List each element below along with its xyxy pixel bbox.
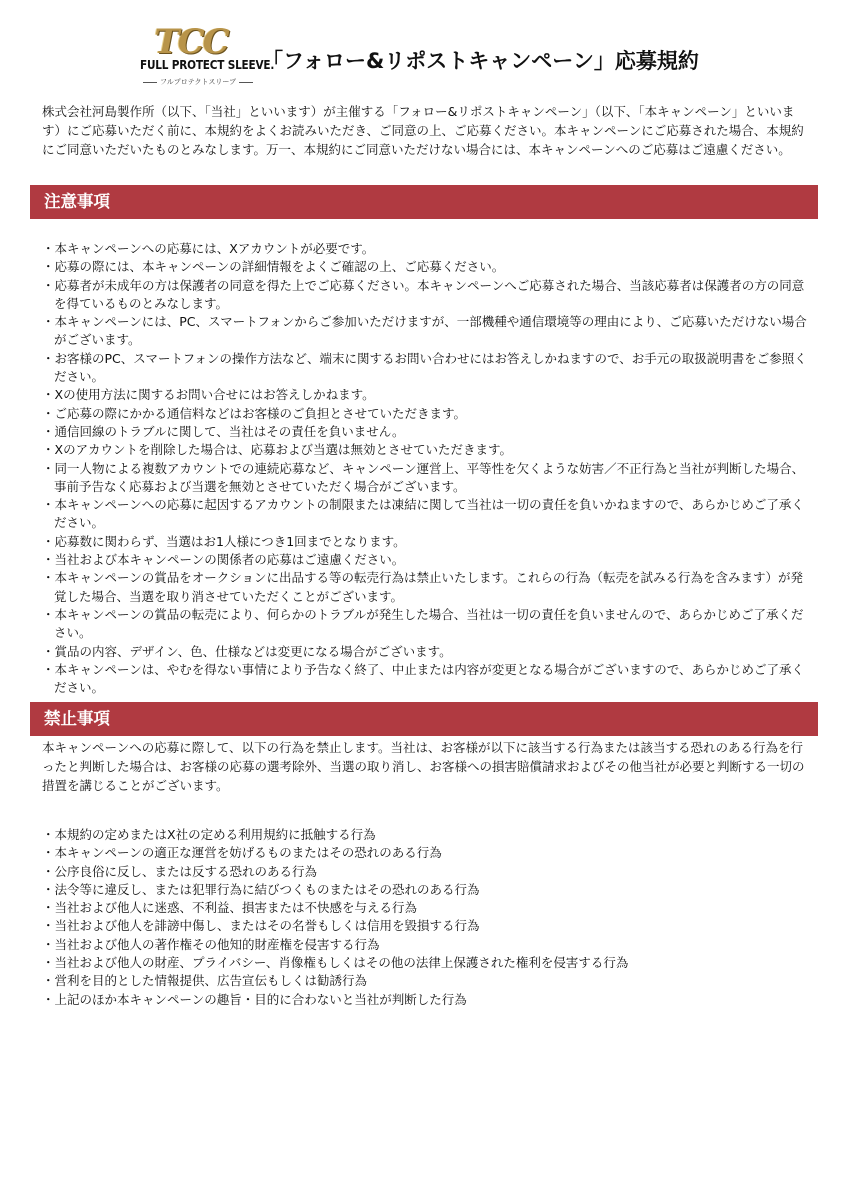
list-item: ・本キャンペーンの適正な運営を妨げるものまたはその恐れのある行為 — [42, 845, 442, 861]
list-item: ・当社および本キャンペーンの関係者の応募はご遠慮ください。 — [42, 552, 405, 568]
list-item: ・Xのアカウントを削除した場合は、応募および当選は無効とさせていただきます。 — [42, 442, 512, 458]
logo-mark: TCC — [154, 22, 228, 62]
list-item: ・Xの使用方法に関するお問い合せにはお答えしかねます。 — [42, 387, 375, 403]
list-item: ・営利を目的とした情報提供、広告宣伝もしくは勧誘行為 — [42, 973, 368, 989]
list-item: ・ご応募の際にかかる通信料などはお客様のご負担とさせていただきます。 — [42, 405, 467, 421]
prohibited-intro: 本キャンペーンへの応募に際して、以下の行為を禁止します。当社は、お客様が以下に該当する行為または該当する恐れのある行為を行ったと判断した場合は、お客様の応募の選考除外、当選の取り消し、お客様への損害賠償請求およびその他当社が必要と判断する一切の措置を講じることがございます。 — [42, 740, 805, 793]
section-header-notes — [30, 185, 818, 219]
list-item: ・通信回線のトラブルに関して、当社はその責任を負いません。 — [42, 423, 405, 439]
section-header-prohibited — [30, 702, 818, 736]
list-item: ・当社および他人の著作権その他知的財産権を侵害する行為 — [42, 936, 380, 952]
list-item: ・同一人物による複数アカウントでの連続応募など、キャンペーン運営上、平等性を欠くような妨害／不正行為と当社が判断した場合、事前予告なく応募および当選を無効とさせていただく場合がございます。 — [42, 460, 805, 494]
list-item: ・お客様のPC、スマートフォンの操作方法など、端末に関するお問い合わせにはお答えしかねますので、お手元の取扱説明書をご参照ください。 — [42, 350, 807, 385]
list-item: ・当社および他人に迷惑、不利益、損害または不快感を与える行為 — [42, 900, 418, 916]
list-item: ・応募の際には、本キャンペーンの詳細情報をよくご確認の上、ご応募ください。 — [42, 259, 505, 275]
list-item: ・応募数に関わらず、当選はお1人様につき1回までとなります。 — [42, 533, 406, 549]
list-item: ・本規約の定めまたはX社の定める利用規約に抵触する行為 — [42, 827, 376, 842]
list-item: ・応募者が未成年の方は保護者の同意を得た上でご応募ください。本キャンペーンへご応募された場合、当該応募者は保護者の方の同意を得ているものとみなします。 — [42, 277, 805, 311]
brand-logo — [140, 22, 275, 86]
page-title: 「フォロー&リポストキャンペーン」応募規約 — [262, 49, 699, 73]
list-item: ・本キャンペーンの賞品の転売により、何らかのトラブルが発生した場合、当社は一切の責任を負いませんので、あらかじめご了承ください。 — [42, 606, 804, 641]
list-item: ・本キャンペーンの賞品をオークションに出品する等の転売行為は禁止いたします。これらの行為（転売を試みる行為を含みます）が発覚した場合、当選を取り消させていただくことがございます。 — [42, 570, 804, 604]
list-item: ・法令等に違反し、または犯罪行為に結びつくものまたはその恐れのある行為 — [42, 881, 480, 897]
prohibited-list — [42, 826, 812, 1009]
list-item: ・本キャンペーンは、やむを得ない事情により予告なく終了、中止または内容が変更となる場合がございますので、あらかじめご了承ください。 — [42, 661, 805, 696]
section-title-notes: 注意事項 — [44, 192, 110, 211]
list-item: ・当社および他人の財産、プライバシー、肖像権もしくはその他の法律上保護された権利を侵害する行為 — [42, 955, 629, 971]
list-item: ・上記のほか本キャンペーンの趣旨・目的に合わないと当社が判断した行為 — [42, 991, 467, 1007]
list-item: ・本キャンペーンへの応募に起因するアカウントの制限または凍結に関して当社は一切の責任を負いかねますので、あらかじめご了承ください。 — [42, 497, 804, 531]
list-item: ・本キャンペーンには、PC、スマートフォンからご参加いただけますが、一部機種や通信環境等の理由により、ご応募いただけない場合がございます。 — [42, 314, 807, 348]
header — [0, 0, 848, 95]
list-item: ・賞品の内容、デザイン、色、仕様などは変更になる場合がございます。 — [42, 643, 452, 659]
logo-subtitle: フルプロテクトスリーブ — [140, 77, 252, 87]
notes-list — [42, 240, 812, 697]
section-title-prohibited: 禁止事項 — [44, 709, 110, 728]
list-item: ・公序良俗に反し、または反する恐れのある行為 — [42, 863, 318, 879]
intro-paragraph: 株式会社河島製作所（以下、「当社」といいます）が主催する「フォロー&リポストキャンペーン」（以下、「本キャンペーン」といいます）にご応募いただく前に、本規約をよくお読みいただき、ご同意の上、ご応募ください。本キャンペーンにご応募された場合、本規約にご同意いただいたものとみなします。万一、本規約にご同意いただけない場合には、本キャンペーンへのご応募はご遠慮ください。 — [42, 104, 804, 157]
list-item: ・本キャンペーンへの応募には、Xアカウントが必要です。 — [42, 241, 375, 256]
logo-text: FULL PROTECT SLEEVE. — [140, 58, 275, 73]
list-item: ・当社および他人を誹謗中傷し、またはその名誉もしくは信用を毀損する行為 — [42, 918, 480, 934]
